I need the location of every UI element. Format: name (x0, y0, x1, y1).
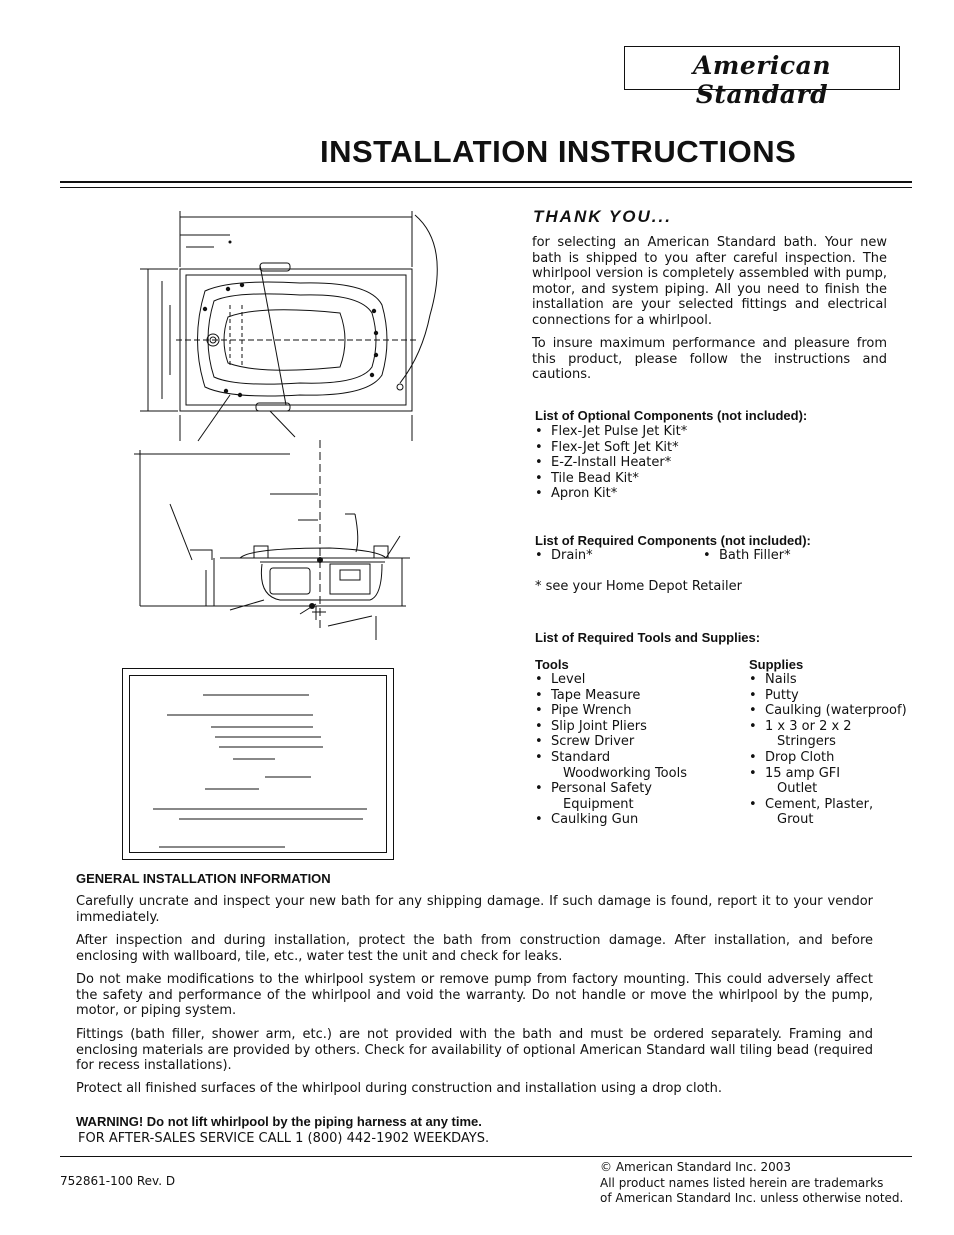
list-item: • Putty (749, 687, 799, 703)
list-item: • Cement, Plaster, (749, 796, 874, 812)
general-paragraph: After inspection and during installation, protect the bath from construction damage. After installation, and before enclosing with wallboard, tile, etc., water test the unit and check for leaks. (76, 933, 873, 964)
brand-logo (624, 46, 900, 109)
required-components-section (535, 533, 895, 595)
general-paragraph: Fittings (bath filler, shower arm, etc.) are not provided with the bath and must be ordered separately. Framing and enclosing materials are provided by others. Check for availability of optional American Standard wall tiling bead (required for recess installations). (76, 1027, 873, 1074)
list-item: • Flex-Jet Pulse Jet Kit* (535, 424, 688, 439)
supplies-heading: Supplies (749, 657, 804, 672)
required-components-heading: List of Required Components (not included): (535, 533, 811, 548)
copyright-line: © American Standard Inc. 2003 (600, 1160, 792, 1174)
general-info-heading: GENERAL INSTALLATION INFORMATION (76, 871, 331, 886)
bath-top-view-diagram (110, 205, 450, 445)
optional-components-heading: List of Optional Components (not included): (535, 408, 808, 423)
trademark-line: All product names listed herein are trademarks (600, 1175, 884, 1190)
list-item: • Tape Measure (535, 687, 641, 703)
tools-heading: Tools (535, 657, 569, 672)
list-item-continuation: Woodworking Tools (563, 765, 687, 781)
list-item: • Personal Safety (535, 781, 652, 797)
general-paragraph: Do not make modifications to the whirlpool system or remove pump from factory mounting. This could adversely affect the safety and performance of the whirlpool and void the warranty. Do not handle or move the whirlpool by the pump, motor, or piping system. (76, 972, 873, 1019)
list-item: • Caulking (waterproof) (749, 703, 907, 719)
title-rule (60, 181, 912, 183)
footer-rule (60, 1156, 912, 1157)
diagram-legend-box (122, 668, 394, 860)
supplies-column (749, 657, 929, 828)
trademark-line: of American Standard Inc. unless otherwise noted. (600, 1191, 904, 1206)
list-item: • Drain* • Bath Filler* (535, 548, 791, 563)
list-item: • Standard (535, 749, 611, 765)
title-rule-thin (60, 187, 912, 188)
list-item: • Nails (749, 672, 797, 687)
list-item: • 1 x 3 or 2 x 2 (749, 718, 852, 734)
list-item: • E-Z-Install Heater* (535, 455, 672, 471)
warning-text: WARNING! Do not lift whirlpool by the piping harness at any time. (76, 1114, 482, 1129)
list-item-continuation: Stringers (777, 734, 836, 750)
general-paragraph: Protect all finished surfaces of the whirlpool during construction and installation using a drop cloth. (76, 1081, 723, 1096)
list-item: • Pipe Wrench (535, 703, 632, 719)
list-item: • Level (535, 672, 586, 687)
intro-paragraph: for selecting an American Standard bath. Your new bath is shipped to you after careful inspection. The whirlpool version is completely assembled with pump, motor, and system piping. All you need to finish the installation are your selected fittings and electrical connections for a whirlpool. (532, 235, 887, 328)
list-item: • Flex-Jet Soft Jet Kit* (535, 439, 679, 455)
tools-column (535, 657, 735, 828)
list-item-continuation: Equipment (563, 796, 634, 812)
tools-supplies-heading: List of Required Tools and Supplies: (535, 630, 761, 645)
list-item: • Tile Bead Kit* (535, 470, 639, 486)
list-item: • Screw Driver (535, 734, 635, 750)
list-item-continuation: Grout (777, 812, 814, 828)
intro-paragraph-2: To insure maximum performance and pleasure from this product, please follow the instructions and cautions. (532, 336, 887, 383)
general-paragraph: Carefully uncrate and inspect your new bath for any shipping damage. If such damage is found, report it to your vendor immediately. (76, 894, 873, 925)
list-item: • Slip Joint Pliers (535, 718, 647, 734)
optional-components-section (535, 408, 895, 502)
thank-you-heading: THANK YOU... (533, 207, 672, 226)
logo-text: American Standard (692, 51, 832, 109)
part-number: 752861-100 Rev. D (60, 1174, 176, 1188)
service-phone-text: FOR AFTER-SALES SERVICE CALL 1 (800) 442-1902 WEEKDAYS. (78, 1131, 490, 1146)
list-item: • 15 amp GFI (749, 765, 841, 781)
list-item: • Drop Cloth (749, 749, 835, 765)
page-title: INSTALLATION INSTRUCTIONS (320, 134, 797, 169)
footnote: * see your Home Depot Retailer (535, 579, 742, 594)
list-item: • Caulking Gun (535, 812, 639, 828)
copyright-block (600, 1160, 920, 1207)
bath-side-view-diagram (130, 440, 430, 640)
list-item: • Apron Kit* (535, 486, 618, 502)
legend-inner-border (129, 675, 387, 853)
list-item-continuation: Outlet (777, 781, 818, 797)
